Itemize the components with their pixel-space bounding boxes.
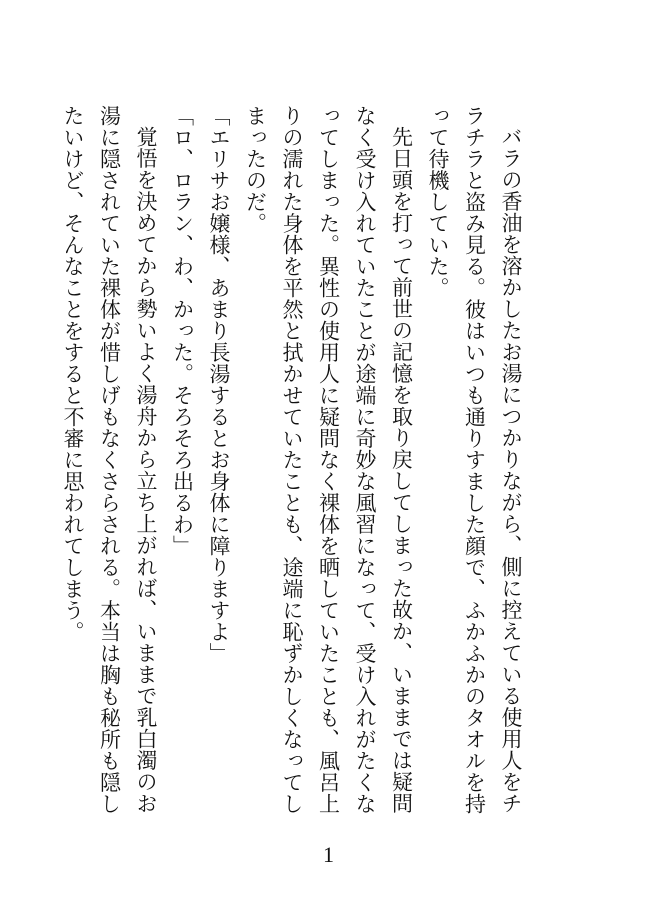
paragraph-3: 覚悟を決めてから勢いよく湯舟から立ち上がれば、いままで乳白濁のお湯に隠されていた裸体が惜しげもなくさらされる。本当は胸も秘所も隠したいけど、そんなことをすると不審に思われてしまう。 [61,105,158,815]
dialogue-line-2: 「ロ、ロラン、わ、かった。そろそろ出るわ」 [170,105,195,557]
paragraph-2: 先日頭を打って前世の記憶を取り戻してしまった故か、いままでは疑問なく受け入れていたことが途端に奇妙な風習になって、受け入れがたくなってしまった。異性の使用人に疑問なく裸体を晒していたことも、風呂上りの濡れた身体を平然と拭かせていたことも、途端に恥ずかしくなってしまったのだ。 [243,105,414,815]
paragraph-1: バラの香油を溶かしたお湯につかりながら、側に控えている使用人をチラチラと盗み見る。彼はいつも通りすました顔で、ふかふかのタオルを持って待機していた。 [426,105,523,815]
vertical-text-body [55,105,530,825]
page-number: 1 [323,842,334,867]
dialogue-line-1: 「エリサお嬢様、あまり長湯するとお身体に障りますよ」 [207,105,231,664]
